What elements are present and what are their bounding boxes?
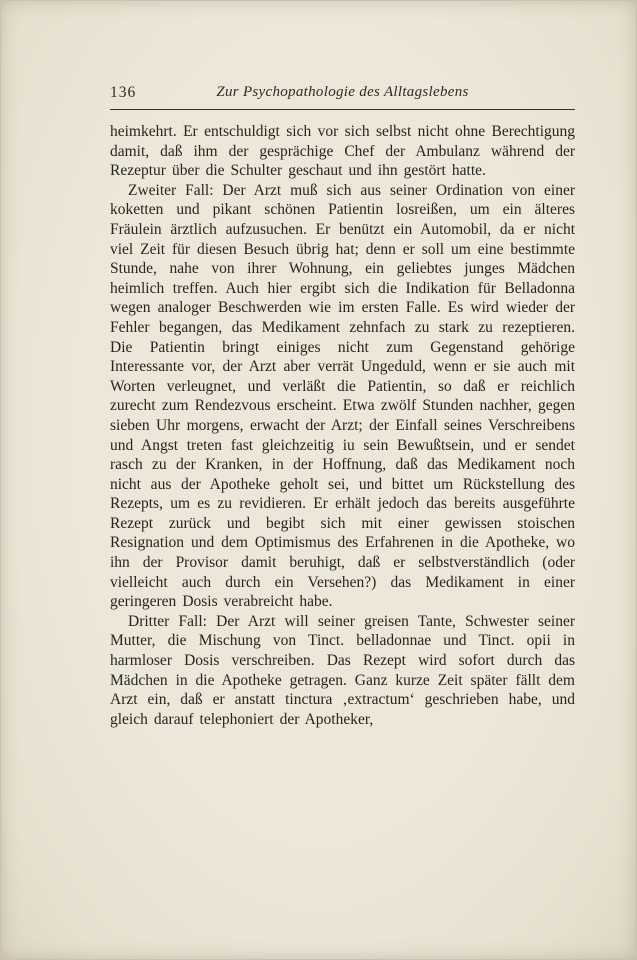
paragraph-second-case: Zweiter Fall: Der Arzt muß sich aus seiner Ordination von einer koketten und pikant schönen Patientin losreißen, um ein älteres Fräulein ärztlich aufzusuchen. Er benützt ein Automobil, da er nicht viel Zeit für diesen Besuch übrig hat; denn er soll um eine bestimmte Stunde, nahe von ihrer Wohnung, ein geliebtes junges Mädchen heimlich treffen. Auch hier ergibt sich die Indikation für Belladonna wegen analoger Beschwerden wie im ersten Falle. Es wird wieder der Fehler begangen, das Medikament zehnfach zu stark zu rezeptieren. Die Patientin bringt einiges nicht zum Gegenstand gehörige Interessante vor, der Arzt aber verrät Ungeduld, wenn er sie auch mit Worten verleugnet, und verläßt die Patientin, so daß er reichlich zurecht zum Rendezvous erscheint. Etwa zwölf Stunden nachher, gegen sieben Uhr morgens, erwacht der Arzt; der Einfall seines Verschreibens und Angst treten fast gleichzeitig iu sein Bewußtsein, und er sendet rasch zu der Kranken, in der Hoffnung, daß das Medikament noch nicht aus der Apotheke geholt sei, und bittet um Rückstellung des Rezepts, um es zu revidieren. Er erhält jedoch das bereits ausgeführte Rezept zurück und begibt sich mit einer gewissen stoischen Resignation und dem Optimismus des Erfahrenen in die Apotheke, wo ihn der Provisor damit beruhigt, daß er selbstverständlich (oder vielleicht auch durch ein Versehen?) das Medikament in einer geringeren Dosis verabreicht habe.	[110, 181, 575, 611]
page-number: 136	[110, 84, 137, 101]
header-rule	[110, 109, 575, 110]
text-block	[110, 122, 575, 729]
running-title: Zur Psychopathologie des Alltagslebens	[216, 84, 469, 100]
paragraph-third-case: Dritter Fall: Der Arzt will seiner greisen Tante, Schwester seiner Mutter, die Mischung von Tinct. belladonnae und Tinct. opii in harmloser Dosis verschreiben. Das Rezept wird sofort durch das Mädchen in die Apotheke getragen. Ganz kurze Zeit später fällt dem Arzt ein, daß er anstatt tinctura ‚extractum‘ geschrieben habe, und gleich darauf telephoniert der Apotheker,	[110, 612, 575, 728]
page-header	[110, 0, 575, 106]
paragraph-continuation: heimkehrt. Er entschuldigt sich vor sich selbst nicht ohne Berechtigung damit, daß ihm der gesprächige Chef der Ambulanz während der Rezeptur über die Schulter geschaut und ihn gestört hatte.	[110, 123, 575, 180]
